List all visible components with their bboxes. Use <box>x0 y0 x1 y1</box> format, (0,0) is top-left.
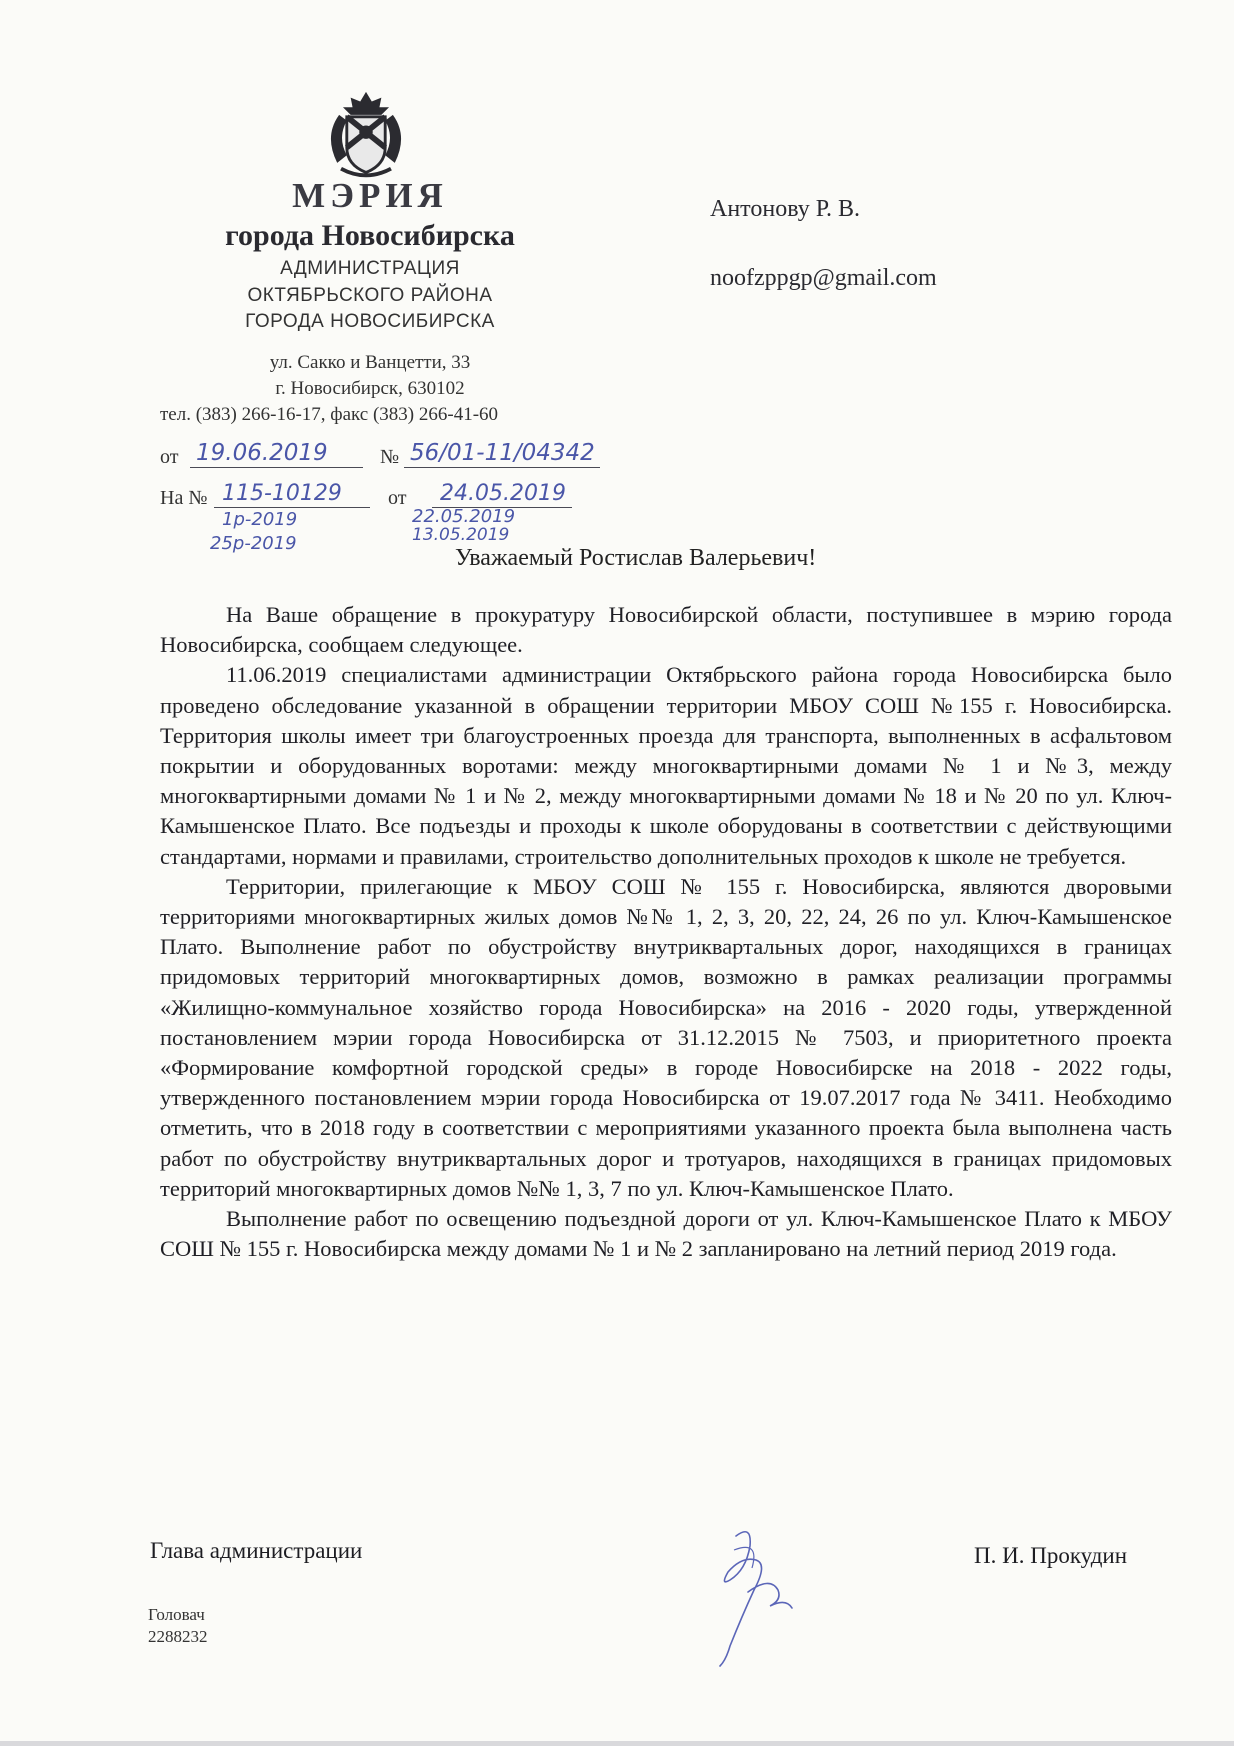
body-paragraph: Территории, прилегающие к МБОУ СОШ № 155 г. Новосибирска, являются дворовыми территориями многоквартирных жилых домов №№ 1, 2, 3, 20, 22, 24, 26 по ул. Ключ-Камышенское Плато. Выполнение работ по обустройству внутриквартальных дорог, находящихся в границах придомовых территорий многоквартирных домов, возможно в рамках реализации программы «Жилищно-коммунальное хозяйство города Новосибирска» на 2016 - 2020 годы, утвержденной постановлением мэрии города Новосибирска от 31.12.2015 № 7503, и приоритетного проекта «Формирование комфортной городской среды» в городе Новосибирске на 2018 - 2022 годы, утвержденного постановлением мэрии города Новосибирска от 19.07.2017 года № 3411. Необходимо отметить, что в 2018 году в соответствии с мероприятиями указанного проекта была выполнена часть работ по обустройству внутриквартальных дорог и тротуаров, находящихся в границах придомовых территорий многоквартирных домов №№ 1, 3, 7 по ул. Ключ-Камышенское Плато. <box>160 873 1172 1201</box>
reply-number-extra: 1р-2019 <box>222 509 298 530</box>
letterhead-address-line: г. Новосибирск, 630102 <box>275 378 465 399</box>
signatory-position: Глава администрации <box>150 1538 363 1563</box>
letterhead-administration-line: ОКТЯБРЬСКОГО РАЙОНА <box>247 285 493 306</box>
reply-number-extra: 25р-2019 <box>210 533 297 554</box>
letterhead-administration-line: АДМИНИСТРАЦИЯ <box>280 258 460 279</box>
letterhead-phone-line: тел. (383) 266-16-17, факс (383) 266-41-60 <box>160 404 499 425</box>
reply-date-extra: 22.05.2019 <box>412 506 516 527</box>
body-paragraph: 11.06.2019 специалистами администрации Октябрьского района города Новосибирска было проведено обследование указанной в обращении территории МБОУ СОШ №155 г. Новосибирска. Территория школы имеет три благоустроенных проезда для транспорта, выполненных в асфальтовом покрытии и оборудованных воротами: между многоквартирными домами № 1 и №3, между многоквартирными домами № 1 и № 2, между многоквартирными домами № 18 и № 20 по ул. Ключ-Камышенское Плато. Все подъезды и проходы к школе оборудованы в соответствии с действующими стандартами, нормами и правилами, строительство дополнительных проходов к школе не требуется. <box>160 662 1172 869</box>
reply-date-label: от <box>388 487 407 509</box>
signatory-name: П. И. Прокудин <box>974 1543 1128 1568</box>
executor-phone: 2288232 <box>148 1627 208 1646</box>
date-underline <box>190 467 363 468</box>
letterhead-address-line: ул. Сакко и Ванцетти, 33 <box>269 352 471 373</box>
reply-date-extra: 13.05.2019 <box>412 525 510 545</box>
letterhead-administration-line: ГОРОДА НОВОСИБИРСКА <box>245 311 495 332</box>
date-label: от <box>160 446 179 468</box>
letter-body <box>160 600 1172 1264</box>
outgoing-date: 19.06.2019 <box>196 440 328 466</box>
body-paragraph: На Ваше обращение в прокуратуру Новосибирской области, поступившее в мэрию города Новосибирска, сообщаем следующее. <box>160 602 1172 658</box>
letterhead-title: МЭРИЯ <box>292 176 448 215</box>
handwritten-signature-icon <box>690 1520 820 1670</box>
letterhead-city: города Новосибирска <box>225 219 515 252</box>
number-label: № <box>380 446 400 468</box>
recipient-email: noofzppgp@gmail.com <box>710 265 937 291</box>
number-underline <box>404 467 600 468</box>
reply-label: На № <box>160 487 208 509</box>
reply-number-underline <box>214 507 370 508</box>
outgoing-number: 56/01-11/04342 <box>410 440 595 466</box>
body-paragraph: Выполнение работ по освещению подъездной дороги от ул. Ключ-Камышенское Плато к МБОУ СОШ № 155 г. Новосибирска между домами № 1 и № 2 запланировано на летний период 2019 года. <box>160 1206 1172 1262</box>
coat-of-arms-icon <box>318 88 414 184</box>
greeting: Уважаемый Ростислав Валерьевич! <box>455 545 817 571</box>
recipient-name: Антонову Р. В. <box>710 196 861 222</box>
reply-date: 24.05.2019 <box>440 481 566 506</box>
scan-bottom-edge <box>0 1741 1234 1746</box>
reply-number: 115-10129 <box>222 481 342 506</box>
executor-name: Головач <box>148 1605 205 1624</box>
